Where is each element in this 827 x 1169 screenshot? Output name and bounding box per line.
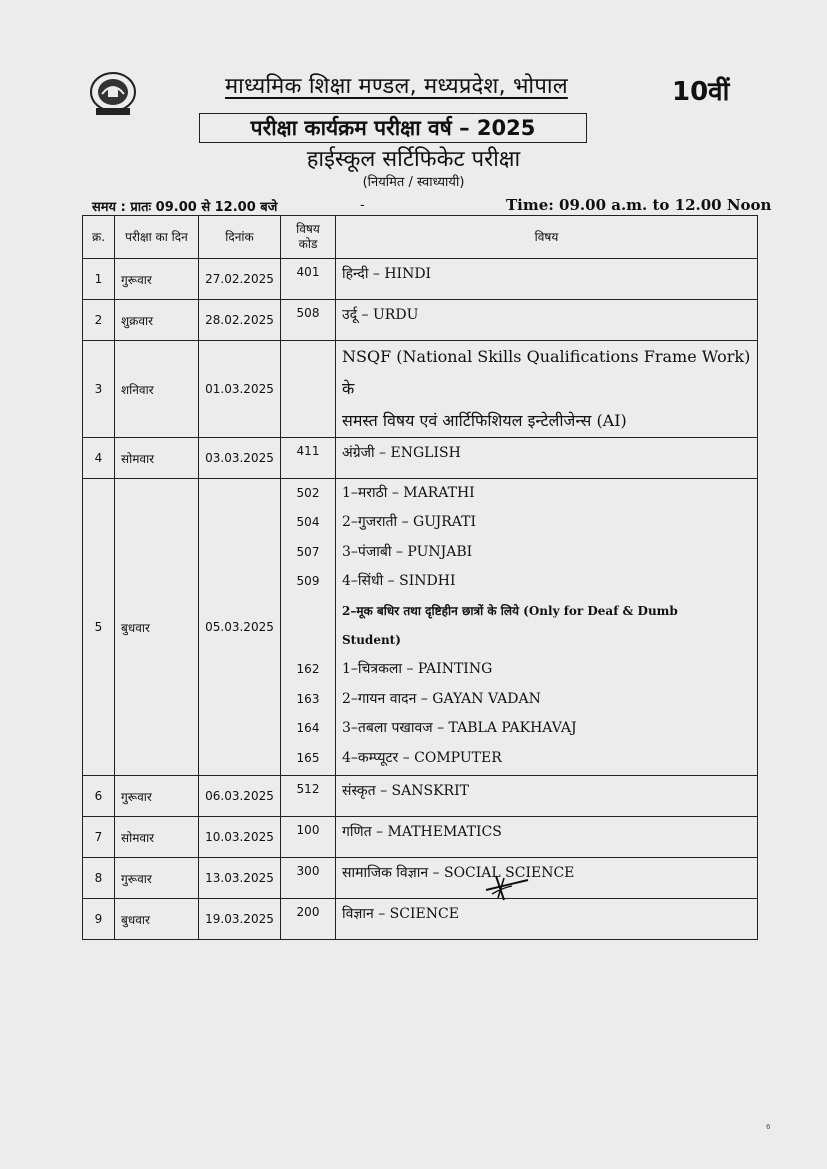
board-seal-icon [88, 72, 138, 116]
subject-code: 165 [296, 750, 320, 765]
exam-date: 05.03.2025 [199, 479, 281, 776]
subject-code: 401 [281, 259, 336, 300]
exam-day: बुधवार [115, 899, 199, 940]
subject-line: 3–तबला पखावज – TABLA PAKHAVAJ [342, 720, 577, 737]
serial-number: 8 [83, 858, 115, 899]
subject-code: 163 [296, 691, 320, 706]
serial-number: 1 [83, 259, 115, 300]
exam-day: गुरूवार [115, 776, 199, 817]
exam-day: शुक्रवार [115, 300, 199, 341]
column-header: परीक्षा का दिन [115, 216, 199, 259]
exam-date: 01.03.2025 [199, 341, 281, 438]
exam-day: शनिवार [115, 341, 199, 438]
table-row [83, 341, 758, 438]
subject-code: 200 [281, 899, 336, 940]
class-label: 10वीं [672, 77, 730, 107]
certificate-subtitle: (नियमित / स्वाध्यायी) [362, 175, 465, 190]
subject-code: 411 [281, 438, 336, 479]
subject-code [281, 341, 336, 438]
signature-mark-icon [482, 872, 532, 902]
subject-line: NSQF (National Skills Qualifications Frame Work) के [342, 347, 751, 398]
serial-number: 5 [83, 479, 115, 776]
serial-number: 7 [83, 817, 115, 858]
subject-name: विज्ञान – SCIENCE [336, 899, 758, 940]
subject-name: अंग्रेजी – ENGLISH [336, 438, 758, 479]
exam-date: 06.03.2025 [199, 776, 281, 817]
time-english: Time: 09.00 a.m. to 12.00 Noon [506, 196, 772, 214]
subject-code: 502 [296, 486, 320, 500]
subject-line: 1–चित्रकला – PAINTING [342, 661, 493, 678]
table-row [83, 300, 758, 341]
subject-line: 3–पंजाबी – PUNJABI [342, 543, 473, 560]
subject-code: 509 [296, 574, 320, 589]
subject-name: सामाजिक विज्ञान – SOCIAL SCIENCE [336, 858, 758, 899]
subject-line: 4–सिंधी – SINDHI [342, 573, 456, 590]
subject-code [287, 626, 329, 655]
subject-code: 300 [281, 858, 336, 899]
time-separator: - [360, 198, 365, 213]
subject-code: 504 [296, 515, 320, 530]
exam-schedule-table [82, 215, 758, 940]
exam-day: सोमवार [115, 438, 199, 479]
schedule-title: परीक्षा कार्यक्रम परीक्षा वर्ष – 2025 [199, 113, 587, 143]
exam-day: बुधवार [115, 479, 199, 776]
subject-code: 162 [296, 662, 320, 677]
table-row [83, 817, 758, 858]
serial-number: 6 [83, 776, 115, 817]
subject-name [336, 341, 758, 438]
subject-group-heading: 2–मूक बधिर तथा दृष्टिहीन छात्रों के लिये (Only for Deaf & Dumb [342, 603, 678, 618]
exam-date: 13.03.2025 [199, 858, 281, 899]
exam-day: सोमवार [115, 817, 199, 858]
exam-date: 03.03.2025 [199, 438, 281, 479]
subject-name: गणित – MATHEMATICS [336, 817, 758, 858]
subject-code: 100 [281, 817, 336, 858]
column-header: विषय कोड [281, 216, 336, 259]
exam-date: 27.02.2025 [199, 259, 281, 300]
table-row [83, 858, 758, 899]
serial-number: 4 [83, 438, 115, 479]
table-row [83, 776, 758, 817]
page-number: 6 [766, 1123, 771, 1131]
exam-date: 19.03.2025 [199, 899, 281, 940]
exam-date: 10.03.2025 [199, 817, 281, 858]
table-row [83, 438, 758, 479]
subject-line: 2–गायन वादन – GAYAN VADAN [342, 690, 541, 707]
subject-code [287, 597, 329, 626]
board-name: माध्यमिक शिक्षा मण्डल, मध्यप्रदेश, भोपाल [225, 74, 568, 99]
certificate-title: हाईस्कूल सर्टिफिकेट परीक्षा [306, 147, 521, 172]
subject-code: 512 [281, 776, 336, 817]
subject-name: संस्कृत – SANSKRIT [336, 776, 758, 817]
subject-group-heading: Student) [342, 632, 401, 647]
table-row [83, 899, 758, 940]
subject-line: 2–गुजराती – GUJRATI [342, 514, 477, 531]
subject-line: 4–कम्प्यूटर – COMPUTER [342, 749, 502, 766]
serial-number: 9 [83, 899, 115, 940]
subject-name: उर्दू – URDU [336, 300, 758, 341]
serial-number: 2 [83, 300, 115, 341]
serial-number: 3 [83, 341, 115, 438]
subject-name: हिन्दी – HINDI [336, 259, 758, 300]
subject-list [336, 479, 758, 776]
column-header: क्र. [83, 216, 115, 259]
table-row [83, 479, 758, 776]
exam-date: 28.02.2025 [199, 300, 281, 341]
subject-code: 164 [296, 721, 320, 736]
column-header: दिनांक [199, 216, 281, 259]
time-hindi: समय : प्रातः 09.00 से 12.00 बजे [92, 200, 278, 215]
subject-codes [281, 479, 336, 776]
subject-line: 1–मराठी – MARATHI [342, 485, 475, 501]
subject-code: 508 [281, 300, 336, 341]
table-row [83, 259, 758, 300]
exam-day: गुरूवार [115, 259, 199, 300]
column-header: विषय [336, 216, 758, 259]
subject-line: समस्त विषय एवं आर्टिफिशियल इन्टेलीजेन्स (AI) [342, 411, 627, 430]
exam-day: गुरूवार [115, 858, 199, 899]
subject-code: 507 [296, 544, 320, 559]
table-header-row [83, 216, 758, 259]
